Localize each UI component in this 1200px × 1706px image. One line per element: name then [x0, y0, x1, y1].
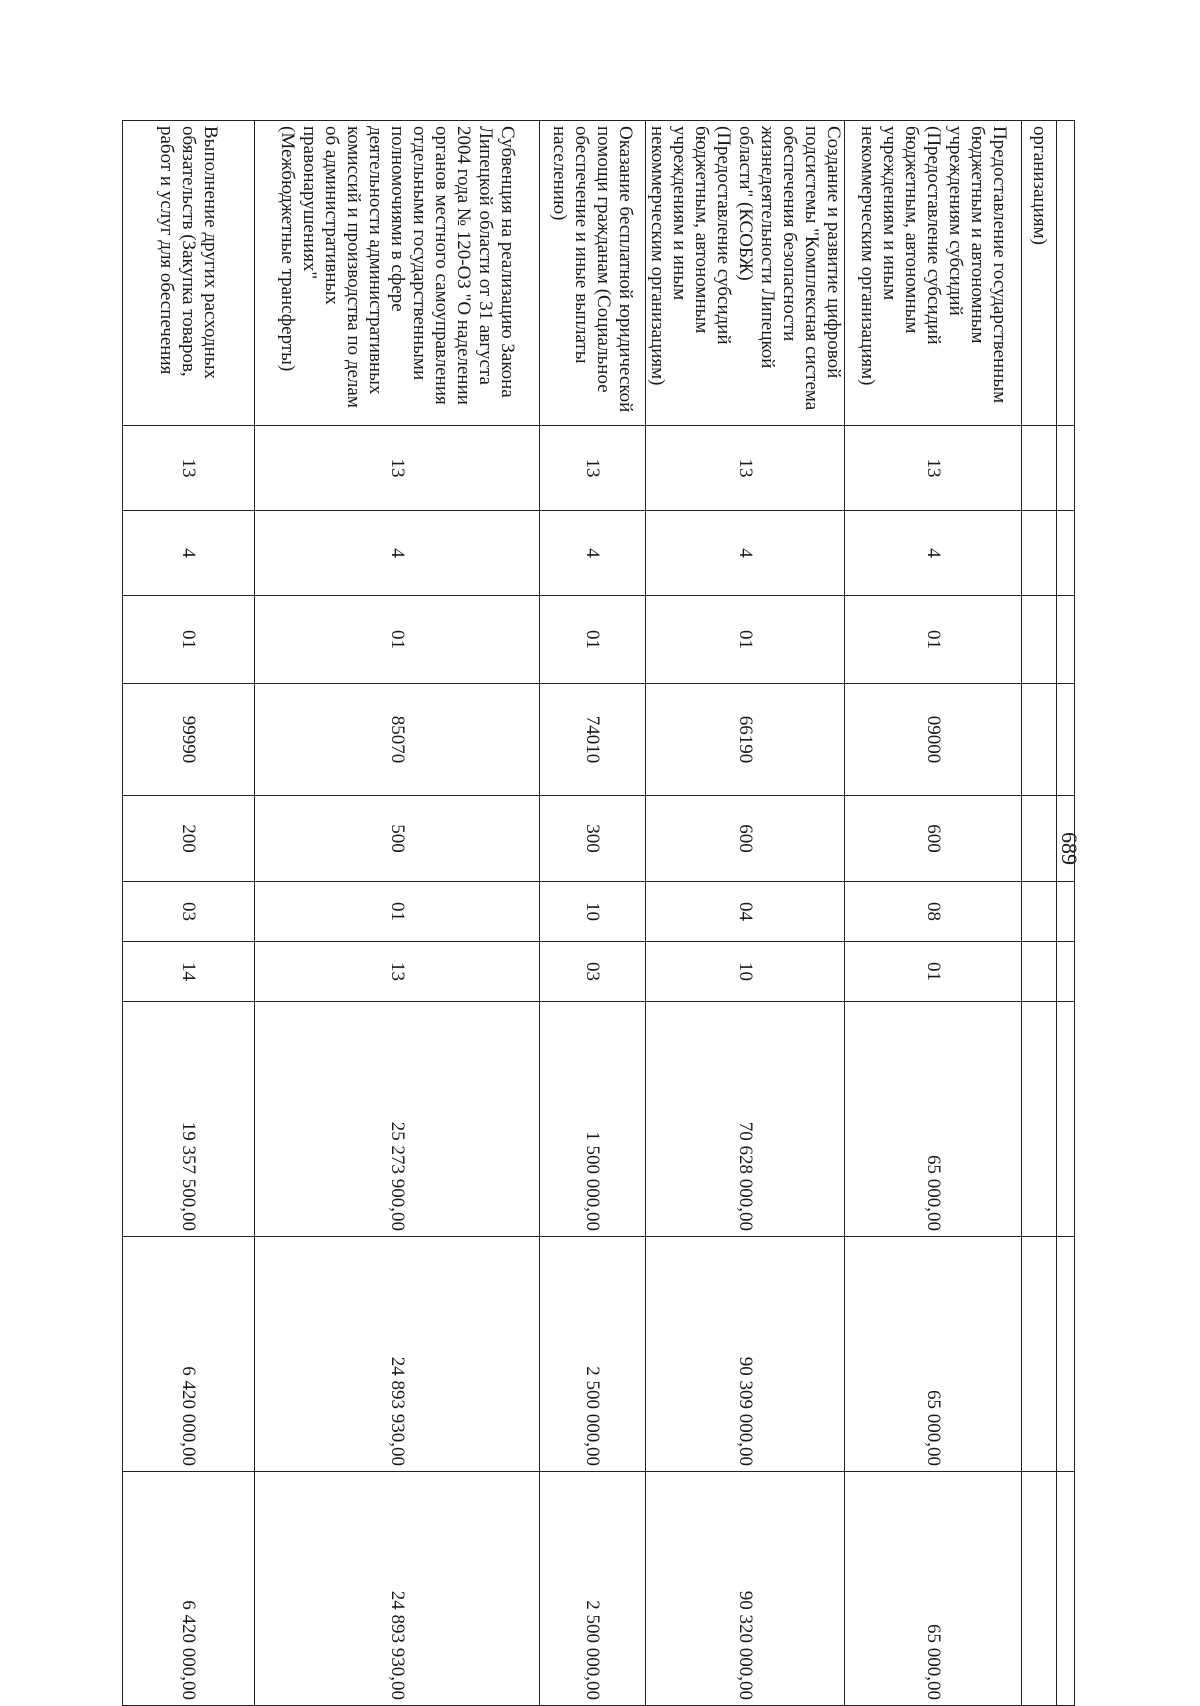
row-name: Предоставление государственным бюджетным и автономным учреждениям субсидий (Предоставление субсидий бюджетным, автономным учреждениям и иным некоммерческим организациям) [845, 121, 1022, 426]
cell-subsection [1022, 942, 1057, 1002]
cell-amount-year3: 6 420 000,00 [123, 1472, 255, 1706]
cell-subsection: 14 [123, 942, 255, 1002]
cell-direction: 74010 [540, 684, 646, 796]
cell-subprogram [1022, 596, 1057, 684]
cell-expense-type: 600 [646, 796, 845, 882]
cell-subprogram: 01 [255, 596, 540, 684]
cell-section: 03 [123, 882, 255, 942]
cell-expense-type: 300 [540, 796, 646, 882]
cell-amount-year1: 65 000,00 [845, 1002, 1022, 1237]
cell-amount-year2: 24 893 930,00 [255, 1237, 540, 1472]
cell-program: 4 [540, 511, 646, 596]
cell-program [1057, 511, 1075, 596]
cell-amount-year3: 90 320 000,00 [646, 1472, 845, 1706]
cell-section: 01 [255, 882, 540, 942]
cell-expense-type [1057, 796, 1075, 882]
cell-subsection: 13 [255, 942, 540, 1002]
cell-amount-year1: 70 628 000,00 [646, 1002, 845, 1237]
cell-subsection: 10 [646, 942, 845, 1002]
cell-section: 10 [540, 882, 646, 942]
cell-subprogram: 01 [646, 596, 845, 684]
cell-amount-year1: 1 500 000,00 [540, 1002, 646, 1237]
cell-amount-year1: 19 357 500,00 [123, 1002, 255, 1237]
cell-amount-year1 [1057, 1002, 1075, 1237]
cell-ministry: 13 [646, 426, 845, 511]
cell-ministry: 13 [845, 426, 1022, 511]
budget-table [122, 120, 1075, 1706]
cell-program: 4 [123, 511, 255, 596]
table-row [1057, 121, 1075, 1706]
cell-program: 4 [845, 511, 1022, 596]
page-number: 689 [1057, 832, 1082, 865]
cell-ministry: 13 [123, 426, 255, 511]
cell-amount-year3: 24 893 930,00 [255, 1472, 540, 1706]
cell-amount-year2: 65 000,00 [845, 1237, 1022, 1472]
cell-expense-type: 200 [123, 796, 255, 882]
table-row [540, 121, 646, 1706]
cell-amount-year3 [1022, 1472, 1057, 1706]
cell-subprogram: 01 [123, 596, 255, 684]
cell-expense-type [1022, 796, 1057, 882]
table-row [845, 121, 1022, 1706]
cell-subprogram: 01 [845, 596, 1022, 684]
cell-section [1022, 882, 1057, 942]
cell-amount-year2: 6 420 000,00 [123, 1237, 255, 1472]
cell-direction: 66190 [646, 684, 845, 796]
table-row [255, 121, 540, 1706]
cell-section: 08 [845, 882, 1022, 942]
cell-amount-year2 [1057, 1237, 1075, 1472]
cell-ministry: 13 [540, 426, 646, 511]
cell-direction [1022, 684, 1057, 796]
cell-ministry [1057, 426, 1075, 511]
cell-expense-type: 600 [845, 796, 1022, 882]
cell-subsection [1057, 942, 1075, 1002]
cell-subsection: 03 [540, 942, 646, 1002]
cell-subsection: 01 [845, 942, 1022, 1002]
cell-amount-year2 [1022, 1237, 1057, 1472]
cell-expense-type: 500 [255, 796, 540, 882]
cell-subprogram [1057, 596, 1075, 684]
row-name: Субвенция на реализацию Закона Липецкой области от 31 августа 2004 года № 120-ОЗ "О наделении органов местного самоуправления отдельными государственными полномочиями в сфере деятельности административных комиссий и производства по делам об административных правонарушениях" (Межбюджетные трансферты) [255, 121, 540, 426]
cell-amount-year2: 90 309 000,00 [646, 1237, 845, 1472]
cell-program [1022, 511, 1057, 596]
cell-amount-year3: 65 000,00 [845, 1472, 1022, 1706]
cell-amount-year3: 2 500 000,00 [540, 1472, 646, 1706]
table-row [646, 121, 845, 1706]
cell-program: 4 [646, 511, 845, 596]
row-name [1057, 121, 1075, 426]
cell-direction: 99990 [123, 684, 255, 796]
cell-section: 04 [646, 882, 845, 942]
cell-ministry [1022, 426, 1057, 511]
cell-program: 4 [255, 511, 540, 596]
row-name: Создание и развитие цифровой подсистемы "Комплексная система обеспечения безопасности жизнедеятельности Липецкой области" (КСОБЖ) (Предоставление субсидий бюджетным, автономным учреждениям и иным некоммерческим организациям) [646, 121, 845, 426]
table-row [123, 121, 255, 1706]
cell-direction [1057, 684, 1075, 796]
cell-direction: 09000 [845, 684, 1022, 796]
cell-amount-year3 [1057, 1472, 1075, 1706]
row-name: Выполнение других расходных обязательств (Закупка товаров, работ и услуг для обеспечения [123, 121, 255, 426]
cell-direction: 85070 [255, 684, 540, 796]
row-name: Оказание бесплатной юридической помощи гражданам (Социальное обеспечение и иные выплаты населению) [540, 121, 646, 426]
cell-amount-year1 [1022, 1002, 1057, 1237]
table-row [1022, 121, 1057, 1706]
cell-amount-year1: 25 273 900,00 [255, 1002, 540, 1237]
row-name: организациям) [1022, 121, 1057, 426]
cell-subprogram: 01 [540, 596, 646, 684]
cell-ministry: 13 [255, 426, 540, 511]
cell-amount-year2: 2 500 000,00 [540, 1237, 646, 1472]
cell-section [1057, 882, 1075, 942]
